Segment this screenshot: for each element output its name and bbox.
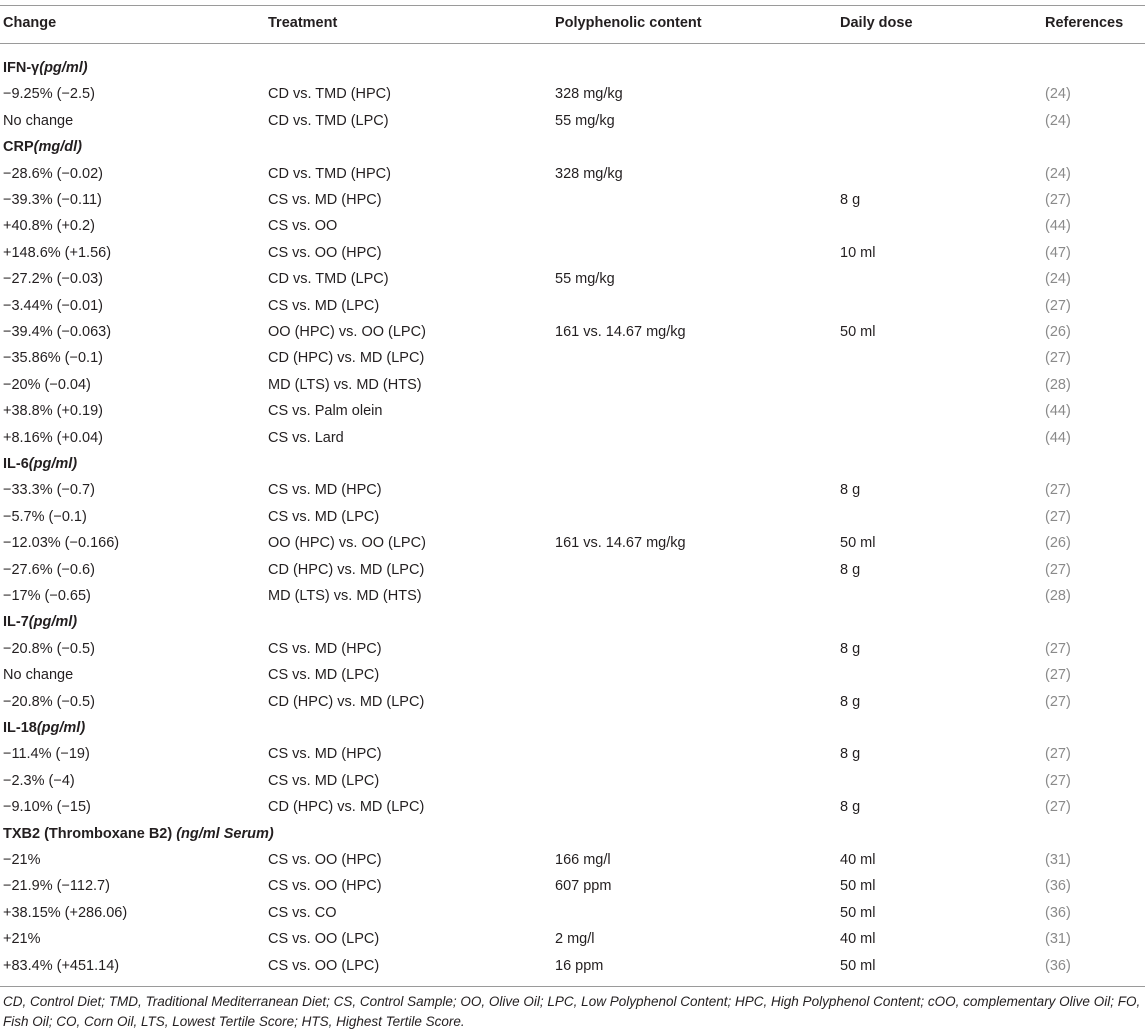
cell-treatment: CS vs. Palm olein (268, 403, 383, 420)
table-row (0, 319, 1145, 345)
table-row (0, 187, 1145, 213)
cell-treatment: CS vs. MD (HPC) (268, 192, 382, 208)
table-row (0, 398, 1145, 424)
table-row (0, 953, 1145, 979)
section-header-row (0, 451, 1145, 477)
table-footnote: CD, Control Diet; TMD, Traditional Mediterranean Diet; CS, Control Sample; OO, Olive Oil; LPC, Low Polyphenol Content; HPC, High Polyphenol Content; cOO, complementary Olive Oil; FO, Fish Oil; CO, Corn Oil, LTS, Lowest Tertile Score; HTS, Highest Tertile Score. (3, 994, 1141, 1029)
cell-change: No change (3, 112, 74, 129)
table-row (0, 530, 1145, 556)
cell-polyphenolic-content: 16 ppm (555, 957, 604, 974)
header-polyphenolic-content: Polyphenolic content (555, 15, 702, 31)
table-row (0, 425, 1145, 451)
table-row (0, 636, 1145, 662)
cell-treatment: OO (HPC) vs. OO (LPC) (268, 324, 426, 340)
header-references: References (1045, 15, 1124, 31)
cell-reference: (36) (1045, 878, 1071, 895)
section-marker-name: IFN-γ (3, 60, 40, 76)
table-row (0, 81, 1145, 107)
cell-treatment: MD (LTS) vs. MD (HTS) (268, 588, 422, 604)
cell-change: −35.86% (−0.1) (3, 350, 103, 367)
cell-change: −39.4% (−0.063) (3, 324, 112, 340)
table-row (0, 662, 1145, 688)
table-row (0, 108, 1145, 134)
section-marker-name: TXB2 (Thromboxane B2) (3, 825, 177, 842)
cell-change: −39.3% (−0.11) (3, 192, 102, 208)
section-marker-name: CRP (3, 139, 34, 156)
table-row (0, 689, 1145, 715)
cell-treatment: CD vs. TMD (LPC) (268, 271, 389, 288)
section-title (3, 821, 274, 847)
cell-change: +38.8% (+0.19) (3, 403, 103, 420)
section-unit: (mg/dl) (33, 139, 82, 156)
cell-treatment: CD (HPC) vs. MD (LPC) (268, 693, 425, 710)
table-row (0, 794, 1145, 820)
table-row (0, 504, 1145, 530)
table-row (0, 557, 1145, 583)
section-unit: (pg/ml) (28, 456, 78, 472)
table-row (0, 873, 1145, 899)
cell-treatment: CS vs. OO (LPC) (268, 957, 380, 974)
cell-daily-dose: 8 g (840, 561, 861, 578)
table-header-row (0, 10, 1145, 36)
cell-treatment: CS vs. OO (268, 218, 338, 235)
section-unit: (pg/ml) (39, 60, 88, 76)
cell-reference: (27) (1045, 297, 1071, 314)
cell-reference: (27) (1045, 350, 1071, 367)
cell-treatment: CS vs. OO (HPC) (268, 878, 382, 895)
table-row (0, 926, 1145, 952)
cell-treatment: CS vs. MD (HPC) (268, 640, 382, 657)
cell-treatment: CD (HPC) vs. MD (LPC) (268, 799, 425, 816)
cell-change: +83.4% (+451.14) (3, 957, 120, 974)
cell-change: −5.7% (−0.1) (3, 508, 87, 525)
cell-change: −27.2% (−0.03) (3, 271, 103, 288)
table-row (0, 900, 1145, 926)
cell-change: +38.15% (+286.06) (3, 904, 128, 921)
table-row (0, 847, 1145, 873)
section-title (3, 715, 85, 741)
cell-reference: (27) (1045, 508, 1071, 525)
section-title (3, 451, 77, 477)
cell-treatment: CS vs. MD (HPC) (268, 482, 382, 499)
cell-change: −17% (−0.65) (3, 588, 91, 604)
cell-reference: (31) (1045, 852, 1071, 868)
cell-change: −12.03% (−0.166) (3, 535, 120, 552)
cell-reference: (27) (1045, 482, 1071, 499)
table-row (0, 161, 1145, 187)
section-header-row (0, 609, 1145, 635)
cell-change: −9.10% (−15) (3, 799, 91, 816)
section-marker-name: IL-18 (3, 720, 37, 736)
cell-treatment: CD vs. TMD (HPC) (268, 86, 391, 103)
cell-change: +8.16% (+0.04) (3, 429, 103, 446)
section-header-row (0, 55, 1145, 81)
cell-change: +148.6% (+1.56) (3, 244, 112, 261)
cell-polyphenolic-content: 607 ppm (555, 878, 612, 895)
cell-reference: (27) (1045, 640, 1071, 657)
cell-daily-dose: 8 g (840, 746, 861, 763)
cell-treatment: CD (HPC) vs. MD (LPC) (268, 561, 425, 578)
cell-reference: (27) (1045, 772, 1071, 789)
cell-treatment: CS vs. OO (LPC) (268, 931, 380, 948)
cell-polyphenolic-content: 328 mg/kg (555, 86, 623, 103)
cell-treatment: CD vs. TMD (HPC) (268, 165, 391, 182)
cell-reference: (26) (1045, 324, 1071, 340)
cell-reference: (27) (1045, 799, 1071, 816)
cell-treatment: CD vs. TMD (LPC) (268, 112, 389, 129)
cell-treatment: CS vs. Lard (268, 429, 344, 446)
cell-treatment: CS vs. MD (LPC) (268, 772, 380, 789)
cell-daily-dose: 50 ml (840, 324, 876, 340)
cell-reference: (27) (1045, 667, 1071, 684)
cell-treatment: CS vs. OO (HPC) (268, 244, 382, 261)
cell-daily-dose: 50 ml (840, 904, 876, 921)
section-unit: (pg/ml) (28, 614, 78, 631)
cell-change: −20.8% (−0.5) (3, 693, 95, 710)
section-unit: (pg/ml) (36, 720, 86, 736)
cell-polyphenolic-content: 161 vs. 14.67 mg/kg (555, 324, 686, 340)
cell-change: −2.3% (−4) (3, 772, 75, 789)
cell-change: −20.8% (−0.5) (3, 640, 95, 657)
cell-daily-dose: 8 g (840, 799, 861, 816)
cell-reference: (24) (1045, 271, 1071, 288)
cell-reference: (27) (1045, 693, 1071, 710)
cell-reference: (24) (1045, 86, 1071, 103)
header-change: Change (3, 15, 57, 31)
cell-daily-dose: 50 ml (840, 535, 876, 552)
table-row (0, 741, 1145, 767)
table-row (0, 372, 1145, 398)
cell-treatment: CS vs. MD (LPC) (268, 297, 380, 314)
cell-change: −20% (−0.04) (3, 376, 91, 393)
section-title (3, 609, 77, 635)
table-top-rule (0, 5, 1145, 6)
cell-daily-dose: 8 g (840, 693, 861, 710)
table-row (0, 293, 1145, 319)
cell-change: −3.44% (−0.01) (3, 297, 103, 314)
cell-change: −11.4% (−19) (3, 746, 90, 763)
header-daily-dose: Daily dose (840, 15, 913, 31)
cell-treatment: CS vs. MD (LPC) (268, 508, 380, 525)
cell-reference: (28) (1045, 588, 1071, 604)
cell-daily-dose: 8 g (840, 482, 861, 499)
cell-reference: (44) (1045, 218, 1071, 235)
section-marker-name: IL-6 (3, 456, 29, 472)
cell-reference: (26) (1045, 535, 1071, 552)
cell-reference: (47) (1045, 244, 1071, 261)
cell-daily-dose: 10 ml (840, 244, 876, 261)
cell-reference: (44) (1045, 403, 1071, 420)
cell-daily-dose: 8 g (840, 640, 861, 657)
header-treatment: Treatment (268, 15, 338, 31)
cell-change: −33.3% (−0.7) (3, 482, 95, 499)
cell-polyphenolic-content: 55 mg/kg (555, 271, 615, 288)
cell-change: No change (3, 667, 74, 684)
cell-reference: (31) (1045, 931, 1071, 948)
cell-daily-dose: 8 g (840, 192, 861, 208)
table-bottom-rule (0, 986, 1145, 987)
section-unit: (ng/ml Serum) (176, 825, 274, 842)
cell-reference: (27) (1045, 746, 1071, 763)
table-row (0, 266, 1145, 292)
cell-reference: (36) (1045, 904, 1071, 921)
table-row (0, 477, 1145, 503)
cell-polyphenolic-content: 2 mg/l (555, 931, 595, 948)
cell-change: −27.6% (−0.6) (3, 561, 95, 578)
section-header-row (0, 715, 1145, 741)
cell-reference: (24) (1045, 165, 1071, 182)
section-title (3, 55, 88, 81)
cell-reference: (27) (1045, 561, 1071, 578)
table-row (0, 213, 1145, 239)
section-header-row (0, 821, 1145, 847)
section-marker-name: IL-7 (3, 614, 29, 631)
cell-treatment: OO (HPC) vs. OO (LPC) (268, 535, 426, 552)
cell-treatment: MD (LTS) vs. MD (HTS) (268, 376, 422, 393)
table-row (0, 583, 1145, 609)
cell-change: −9.25% (−2.5) (3, 86, 95, 103)
cell-treatment: CD (HPC) vs. MD (LPC) (268, 350, 425, 367)
cell-polyphenolic-content: 166 mg/l (555, 852, 611, 868)
cell-polyphenolic-content: 328 mg/kg (555, 165, 623, 182)
cell-reference: (28) (1045, 376, 1071, 393)
cell-change: −28.6% (−0.02) (3, 165, 103, 182)
cell-reference: (24) (1045, 112, 1071, 129)
cell-change: +40.8% (+0.2) (3, 218, 95, 235)
table-row (0, 345, 1145, 371)
cell-daily-dose: 40 ml (840, 931, 876, 948)
table-header-rule (0, 43, 1145, 44)
cell-treatment: CS vs. MD (HPC) (268, 746, 382, 763)
table-row (0, 240, 1145, 266)
cell-treatment: CS vs. OO (HPC) (268, 852, 382, 868)
section-title (3, 134, 82, 160)
cell-daily-dose: 50 ml (840, 878, 876, 895)
cell-reference: (27) (1045, 192, 1071, 208)
section-header-row (0, 134, 1145, 160)
cell-reference: (36) (1045, 957, 1071, 974)
cell-treatment: CS vs. CO (268, 904, 337, 921)
cell-change: −21% (3, 852, 41, 868)
cell-reference: (44) (1045, 429, 1071, 446)
cell-polyphenolic-content: 161 vs. 14.67 mg/kg (555, 535, 686, 552)
cell-polyphenolic-content: 55 mg/kg (555, 112, 615, 129)
cell-change: −21.9% (−112.7) (3, 878, 110, 895)
cell-treatment: CS vs. MD (LPC) (268, 667, 380, 684)
table-row (0, 768, 1145, 794)
cell-change: +21% (3, 931, 41, 948)
cell-daily-dose: 50 ml (840, 957, 876, 974)
cell-daily-dose: 40 ml (840, 852, 876, 868)
